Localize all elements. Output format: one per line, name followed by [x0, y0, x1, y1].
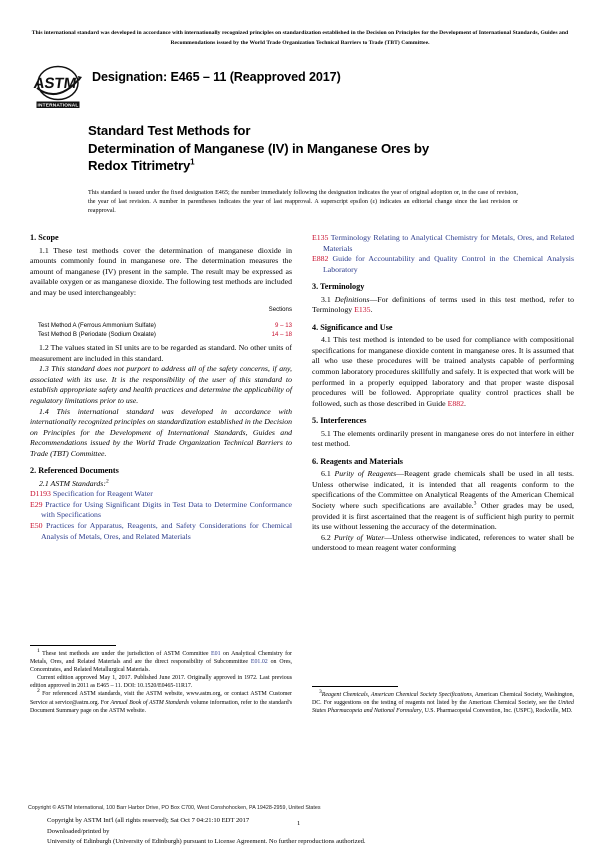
reagents-paragraph-6-1	[312, 469, 574, 532]
reference-tag-e50[interactable]: E50	[30, 521, 43, 531]
download-line-1: Copyright by ASTM Int'l (all rights reserved); Sat Oct 7 04:21:10 EDT 2017	[47, 817, 250, 824]
section-heading-reagents-and-materials: 6. Reagents and Materials	[312, 456, 403, 466]
footnote-1-marker: 1	[37, 648, 40, 655]
terminology-para-number: 3.1	[321, 294, 331, 304]
footnote-3-text-b: , U.S. Pharmacopeial Convention, Inc. (USPC), Rockville, MD.	[421, 708, 573, 715]
purity-of-reagents-label: Purity of Reagents	[334, 469, 397, 479]
astm-standards-subheading-text: 2.1 ASTM Standards:	[39, 478, 106, 488]
sections-table-col-header: Sections	[268, 306, 292, 314]
reference-text-e50[interactable]: Practices for Apparatus, Reagents, and Safety Considerations for Chemical Analysis of Metals, Ores, and Related Materials	[41, 521, 292, 541]
right-column	[312, 233, 574, 554]
footnote-3-text-a: , American Chemical Society, Washington, DC. For suggestions on the testing of reagents not listed by the American Chemical Society, see the	[312, 692, 574, 707]
terminology-definitions-label: Definitions	[334, 294, 370, 304]
download-line-3: University of Edinburgh (University of Edinburgh) pursuant to License Agreement. No further reproductions authorized.	[47, 838, 366, 846]
table-row	[30, 330, 292, 339]
significance-paragraph-4-1	[312, 335, 574, 409]
reference-tag-e135[interactable]: E135	[312, 233, 329, 242]
significance-para-end: .	[464, 398, 466, 408]
scope-paragraph-1-1: 1.1 These test methods cover the determination of manganese dioxide in amounts commonly found in manganese ore. The determination measures the amount of manganese (IV) present in the sample. The result may be expressed as available oxygen or as manganese dioxide. The following test methods are included and may be used interchangeably:	[30, 245, 292, 297]
page-number: 1	[297, 820, 301, 827]
reagents-footnote-marker: 3	[473, 500, 477, 507]
footnote-1-text-a: These test methods are under the jurisdiction of ASTM Committee	[39, 651, 212, 657]
reference-tag-d1193[interactable]: D1193	[30, 489, 51, 499]
reference-text-d1193[interactable]: Specification for Reagent Water	[52, 489, 153, 499]
reference-tag-e882[interactable]: E882	[312, 254, 329, 264]
method-b-sections[interactable]: 14 – 18	[271, 331, 292, 339]
title-line-1: Standard Test Methods for	[88, 123, 251, 138]
footnote-1-link-e01[interactable]: E01	[211, 651, 221, 657]
footnote-1-text-b: on Analytical Chemistry for Metals, Ores, and Related Materials and are the direct responsibility of Subcommittee	[30, 651, 292, 666]
sections-table-spacer	[30, 305, 251, 321]
section-heading-referenced-documents: 2. Referenced Documents	[30, 466, 119, 476]
issued-under-note: This standard is issued under the fixed designation E465; the number immediately following the designation indicates the year of original adoption or, in the case of revision, the year of last revision. A number in parentheses indicates the year of last reapproval. A superscript epsilon (ε) indicates an editorial change since the last revision or reapproval.	[88, 189, 518, 214]
svg-text:ASTM: ASTM	[32, 75, 78, 92]
reagents-para-number: 6.1	[321, 469, 331, 479]
table-row	[30, 321, 292, 330]
download-line-2: Downloaded/printed by	[47, 827, 110, 835]
footnote-3-italic-1: Reagent Chemicals, American Chemical Society Specifications	[321, 692, 472, 698]
footnote-divider	[30, 645, 116, 646]
reference-e50[interactable]	[30, 521, 292, 542]
download-info	[47, 816, 366, 848]
reference-text-e135[interactable]: Terminology Relating to Analytical Chemistry for Metals, Ores, and Related Materials	[323, 233, 574, 253]
reference-text-e882[interactable]: Guide for Accountability and Quality Control in the Chemical Analysis Laboratory	[323, 254, 575, 274]
astm-standards-footnote-marker: 2	[105, 478, 109, 485]
water-para-text: —Unless otherwise indicated, references to water shall be understood to mean reagent water conforming	[312, 532, 574, 553]
terminology-paragraph-3-1	[312, 295, 574, 316]
terminology-link-e135[interactable]: E135	[354, 305, 371, 315]
designation-row	[28, 62, 572, 112]
page-title	[88, 122, 518, 175]
footnote-3-italic-2: United States Pharmacopeia and National Formulary	[312, 700, 574, 715]
section-heading-significance-and-use: 4. Significance and Use	[312, 322, 393, 332]
footnote-divider	[312, 686, 398, 687]
footnote-3	[312, 691, 574, 715]
left-column	[30, 233, 292, 542]
interferences-paragraph-5-1: 5.1 The elements ordinarily present in manganese ores do not interfere in either test method.	[312, 428, 574, 449]
significance-para-text: 4.1 This test method is intended to be used for compliance with compositional specifications for manganese dioxide content in manganese ores. It is assumed that all who use these procedures will be trained analysts capable of performing common laboratory procedures skillfully and safely. It is expected that work will be performed in a properly equipped laboratory and that proper waste disposal procedures will be followed. Appropriate quality control practices shall be followed, such as those described in Guide	[312, 335, 574, 408]
reference-tag-e29[interactable]: E29	[30, 499, 43, 509]
footnote-2-italic: Annual Book of ASTM Standards	[110, 699, 190, 706]
footnote-2-marker: 2	[37, 688, 40, 695]
reference-e882[interactable]	[312, 254, 574, 275]
tbt-notice: This international standard was developed in accordance with internationally recognized principles on standardization established in the Decision on Principles for the Development of International Standards, Guides and Recommendations issued by the World Trade Organization Technical Barriers to Trade (TBT) Committee.	[31, 30, 569, 46]
purity-of-water-label: Purity of Water	[333, 532, 385, 542]
designation-label: Designation: E465 – 11 (Reapproved 2017)	[92, 70, 341, 84]
significance-link-e882[interactable]: E882	[447, 398, 465, 408]
water-para-number: 6.2	[321, 532, 331, 542]
scope-paragraph-1-2: 1.2 The values stated in SI units are to be regarded as standard. No other units of measurement are included in this standard.	[30, 343, 292, 363]
reagents-paragraph-6-2	[312, 533, 574, 554]
reference-text-e29[interactable]: Practice for Using Significant Digits in Test Data to Determine Conformance with Specifications	[41, 499, 292, 520]
terminology-para-end: .	[370, 305, 373, 315]
footnote-1-edition: Current edition approved May 1, 2017. Published June 2017. Originally approved in 1972. Last previous edition approved in 2011 as E465 – 11. DOI: 10.1520/E0465-11R17.	[30, 675, 292, 690]
footnote-1	[30, 650, 292, 674]
footnote-2-text-b: volume information, refer to the standard's Document Summary page on the ASTM website.	[30, 699, 292, 714]
method-a-name: Test Method A (Ferrous Ammonium Sulfate)	[38, 322, 156, 330]
astm-international-logo	[28, 62, 88, 112]
astm-standards-subheading	[30, 479, 292, 490]
method-a-sections[interactable]: 9 – 13	[275, 322, 292, 330]
footnote-3-marker: 3	[319, 689, 322, 696]
title-footnote-marker: 1	[190, 157, 195, 167]
scope-paragraph-1-3: 1.3 This standard does not purport to address all of the safety concerns, if any, associated with its use. It is the responsibility of the user of this standard to establish appropriate safety and health practices and determine the applicability of regulatory limitations prior to use.	[30, 364, 292, 406]
section-heading-terminology: 3. Terminology	[312, 282, 365, 292]
section-heading-interferences: 5. Interferences	[312, 416, 367, 426]
reagents-para-text-a: —Reagent grade chemicals shall be used in all tests. Unless otherwise indicated, it is intended that all reagents conform to the specifications of the Committee on Analytical Reagents of the American Chemical Society where such specifications are available.	[312, 469, 575, 511]
svg-text:INTERNATIONAL: INTERNATIONAL	[37, 103, 79, 109]
footnote-2-text-a: For referenced ASTM standards, visit the ASTM website, www.astm.org, or contact ASTM Customer Service at service@astm.org. For	[30, 691, 292, 706]
title-block	[88, 122, 518, 216]
footnotes-right	[312, 686, 574, 715]
section-heading-scope: 1. Scope	[30, 233, 59, 242]
footnotes-left	[30, 645, 292, 715]
scope-paragraph-1-4: 1.4 This international standard was developed in accordance with internationally recognized principles on standardization established in the Decision on Principles for the Development of International Standards, Guides and Recommendations issued by the World Trade Organization Technical Barriers to Trade (TBT) Committee.	[30, 406, 292, 458]
terminology-para-text: —For definitions of terms used in this test method, refer to Terminology	[312, 294, 574, 315]
footnote-1-link-e0102[interactable]: E01.02	[250, 659, 268, 666]
reference-e135[interactable]	[312, 233, 574, 254]
test-methods-sections-table	[30, 305, 292, 339]
reference-e29[interactable]	[30, 500, 292, 521]
footnote-2	[30, 690, 292, 714]
title-line-2: Determination of Manganese (IV) in Manganese Ores by	[88, 140, 430, 156]
method-b-name: Test Method B (Periodate (Sodium Oxalate)	[38, 331, 156, 339]
reference-d1193[interactable]	[30, 489, 292, 500]
copyright-line: Copyright © ASTM International, 100 Barr Harbor Drive, PO Box C700, West Conshohocken, PA 19428-2959, United States	[28, 805, 321, 811]
reagents-para-text-b: Other grades may be used, provided it is first ascertained that the reagent is of sufficient high purity to permit its use without lessening the accuracy of the determination.	[312, 501, 574, 532]
title-line-3: Redox Titrimetry	[88, 158, 191, 173]
footnote-1-text-c: on Ores, Concentrates, and Related Metallurgical Materials.	[30, 659, 292, 674]
